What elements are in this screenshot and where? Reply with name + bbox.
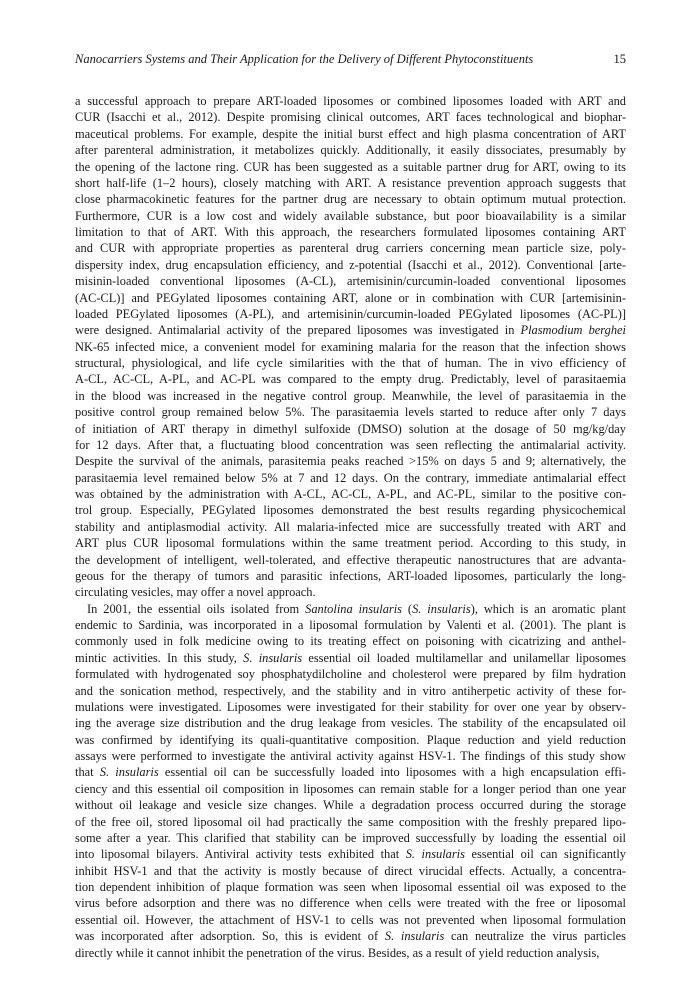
body-text: [75, 93, 626, 961]
text-line: virus before adsorption and there was no difference when cells were treated with the free or liposomal: [75, 896, 626, 911]
text-line: close pharmacokinetic features for the partner drug are necessary to obtain optimum mutual protection.: [75, 192, 626, 207]
text-line: geous for the therapy of tumors and parasitic infections, ART-loaded liposomes, particularly the long-: [75, 568, 626, 583]
running-head: [75, 50, 626, 68]
text-line: and CUR with appropriate properties as parenteral drug carriers concerning mean particle size, poly-: [75, 241, 626, 256]
text-line: positive control group remained below 5%. The parasitaemia levels started to reduce after only 7 days: [75, 405, 626, 420]
text-line: ing the average size distribution and the drug leakage from vesicles. The stability of the encapsulated oil: [75, 716, 626, 731]
text-line: of the free oil, stored liposomal oil had practically the same composition with the freshly prepared lipo-: [75, 814, 626, 829]
text-line: limitation to that of ART. With this approach, the researchers formulated liposomes containing ART: [75, 225, 626, 239]
text-line: In 2001, the essential oils isolated from Santolina insularis (S. insularis), which is an aromatic plant: [87, 601, 626, 616]
text-line: into liposomal bilayers. Antiviral activity tests exhibited that S. insularis essential oil can significantly: [75, 847, 626, 862]
text-line: commonly used in folk medicine owing to its treating effect on poisoning with cicatrizing and anthel-: [75, 634, 626, 649]
text-line: the development of intelligent, well-tolerated, and effective therapeutic nanostructures that are advanta-: [75, 552, 626, 567]
text-line: Furthermore, CUR is a low cost and widely available substance, but poor bioavailability is a similar: [75, 208, 626, 223]
text-line: and the sonication method, respectively, and the stability and in vitro antiherpetic activity of these for-: [75, 683, 626, 698]
running-title: Nanocarriers Systems and Their Application for the Delivery of Different Phytoconstituents: [75, 52, 534, 66]
text-line: was incorporated after adsorption. So, this is evident of S. insularis can neutralize the virus particles: [75, 929, 626, 944]
text-line: ciency and this essential oil composition in liposomes can remain stable for a longer period than one year: [75, 781, 626, 796]
text-line: assays were performed to investigate the antiviral activity against HSV-1. The findings of this study show: [75, 749, 626, 763]
text-line: circulating vesicles, may offer a novel approach.: [75, 585, 316, 600]
text-line: for 12 days. After that, a fluctuating blood concentration was seen reflecting the antimalarial activity.: [75, 437, 626, 452]
text-line: loaded PEGylated liposomes (A-PL), and artemisinin/curcumin-loaded PEGylated liposomes (AC-PL)]: [75, 306, 626, 321]
text-line: stability and antiplasmodial activity. All malaria-infected mice are successfully treated with ART and: [75, 519, 626, 534]
paragraph: [75, 93, 626, 601]
text-line: maceutical problems. For example, despite the initial burst effect and high plasma concentration of ART: [75, 126, 626, 141]
text-line: formulated with hydrogenated soy phosphatydilcholine and cholesterol were prepared by film hydration: [75, 667, 626, 682]
text-line: trol group. Especially, PEGylated liposomes demonstrated the best results regarding physicochemical: [75, 503, 626, 518]
text-line: some after a year. This clarified that stability can be improved successfully by loading the essential oil: [75, 830, 626, 845]
text-line: a successful approach to prepare ART-loaded liposomes or combined liposomes loaded with ART and: [75, 94, 626, 108]
text-line: without oil leakage and vesicle size changes. While a degradation process occurred during the storage: [75, 798, 626, 813]
text-line: parasitaemia level remained below 5% at 7 and 12 days. On the contrary, immediate antimalarial effect: [75, 470, 626, 485]
text-line: inhibit HSV-1 and that the activity is mostly because of direct virucidal effects. Actually, a concentra-: [75, 863, 626, 878]
text-line: that S. insularis essential oil can be successfully loaded into liposomes with a high encapsulation effi-: [75, 765, 626, 780]
text-line: mulations were investigated. Liposomes were investigated for their stability for over one year by observ-: [75, 699, 626, 714]
text-line: were designed. Antimalarial activity of the prepared liposomes was investigated in Plasmodium berghei: [75, 323, 626, 338]
text-line: ART plus CUR liposomal formulations within the same treatment period. According to this study, in: [75, 536, 626, 551]
text-line: dispersity index, drug encapsulation efficiency, and z-potential (Isacchi et al., 2012). Conventional [arte-: [75, 257, 626, 272]
text-line: structural, physiological, and life cycle similarities with the that of human. The in vivo efficiency of: [75, 356, 626, 370]
text-line: short half-life (1–2 hours), closely matching with ART. A resistance prevention approach suggests that: [75, 175, 626, 190]
text-line: CUR (Isacchi et al., 2012). Despite promising clinical outcomes, ART faces technological and biophar-: [75, 110, 626, 125]
text-line: misinin-loaded conventional liposomes (A-CL), artemisinin/curcumin-loaded conventional liposomes: [75, 274, 626, 289]
text-line: was confirmed by identifying its quali-quantitative composition. Plaque reduction and yield reduction: [75, 732, 626, 747]
text-line: (AC-CL)] and PEGylated liposomes containing ART, alone or in combination with CUR [artemisinin-: [75, 290, 626, 305]
text-line: directly while it cannot inhibit the penetration of the virus. Besides, as a result of yield reduction analysis,: [75, 945, 600, 960]
text-line: after parenteral administration, it metabolizes quickly. Additionally, it easily dissociates, presumably by: [75, 143, 626, 158]
text-line: NK-65 infected mice, a convenient model for examining malaria for the reason that the infection shows: [75, 339, 626, 354]
text-line: Despite the survival of the animals, parasitemia peaks reached >15% on days 5 and 9; alternatively, the: [75, 454, 626, 469]
text-line: tion dependent inhibition of plaque formation was seen when liposomal essential oil was exposed to the: [75, 880, 626, 894]
text-line: in the blood was increased in the negative control group. Meanwhile, the level of parasitaemia in the: [75, 388, 626, 403]
page: [75, 0, 626, 1000]
page-number: 15: [613, 52, 626, 66]
text-line: the opening of the lactone ring. CUR has been suggested as a suitable partner drug for ART, owing to its: [75, 159, 626, 174]
text-line: A-CL, AC-CL, A-PL, and AC-PL was compared to the empty drug. Predictably, level of parasitaemia: [75, 372, 626, 387]
text-line: endemic to Sardinia, was incorporated in a liposomal formulation by Valenti et al. (2001). The plant is: [75, 618, 626, 632]
text-line: essential oil. However, the attachment of HSV-1 to cells was not prevented when liposomal formulation: [75, 912, 626, 927]
paragraph: [75, 601, 626, 961]
text-line: was obtained by the administration with A-CL, AC-CL, A-PL, and AC-PL, similar to the positive con-: [75, 487, 626, 501]
text-line: of initiation of ART therapy in dimethyl sulfoxide (DMSO) solution at the dosage of 50 mg/kg/day: [75, 421, 626, 436]
text-line: mintic activities. In this study, S. insularis essential oil loaded multilamellar and unilamellar liposomes: [75, 650, 626, 665]
